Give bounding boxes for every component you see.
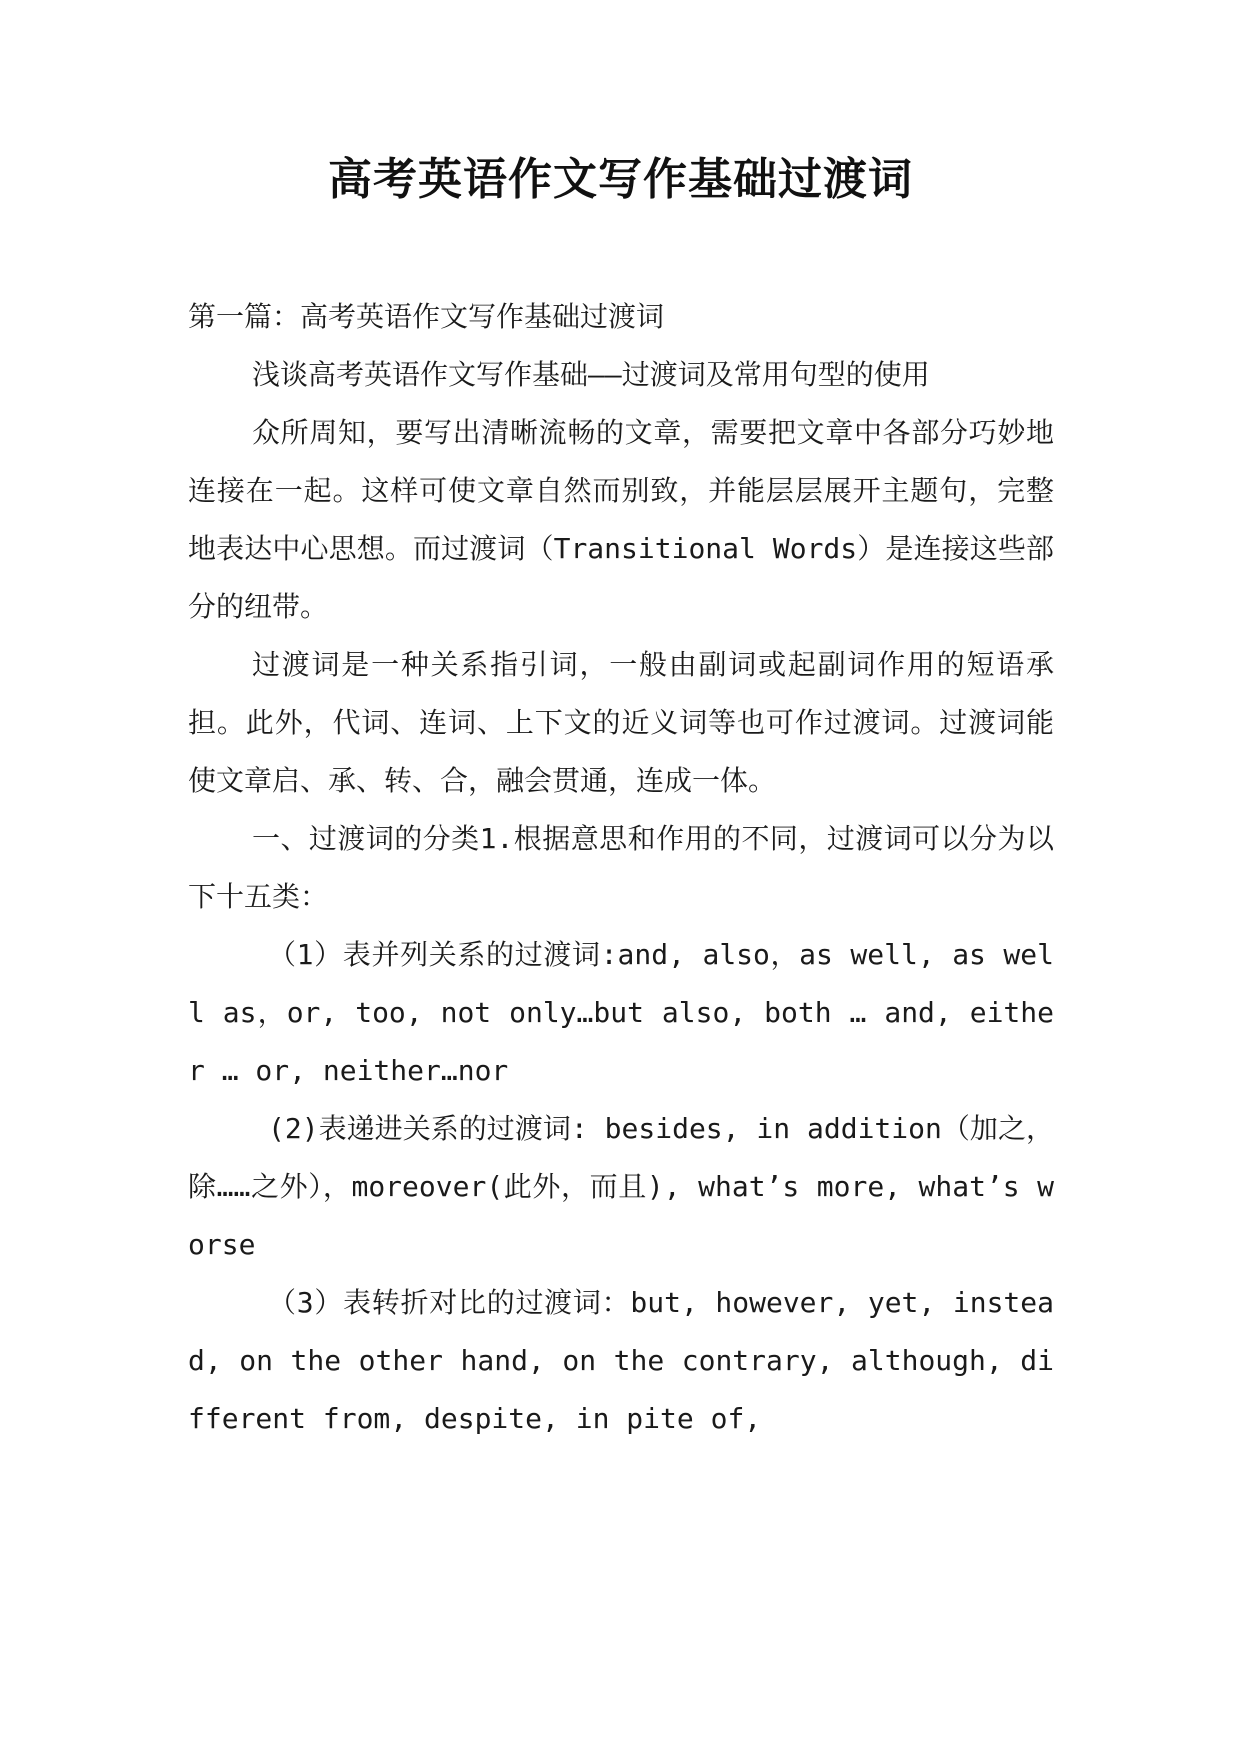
paragraph: 浅谈高考英语作文写作基础——过渡词及常用句型的使用 [252, 358, 930, 391]
section-heading: 第一篇：高考英语作文写作基础过渡词 [188, 300, 665, 333]
list-item: （3）表转折对比的过渡词：but, however, yet, instead, on the other hand, on the contrary, although, different from, despite, in pite of, [188, 1286, 1054, 1435]
paragraph: 众所周知，要写出清晰流畅的文章，需要把文章中各部分巧妙地连接在一起。这样可使文章自然而别致，并能层层展开主题句，完整地表达中心思想。而过渡词（Transitional Words）是连接这些部分的纽带。 [188, 416, 1054, 623]
paragraph: 一、过渡词的分类1.根据意思和作用的不同，过渡词可以分为以下十五类： [188, 822, 1054, 913]
paragraph: 过渡词是一种关系指引词，一般由副词或起副词作用的短语承担。此外，代词、连词、上下文的近义词等也可作过渡词。过渡词能使文章启、承、转、合，融会贯通，连成一体。 [188, 648, 1054, 797]
document-title: 高考英语作文写作基础过渡词 [328, 154, 913, 205]
list-item: (2)表递进关系的过渡词: besides, in addition（加之，除……之外），moreover(此外，而且), what’s more, what’s worse [188, 1112, 1054, 1261]
list-item: （1）表并列关系的过渡词:and, also，as well, as well as，or, too, not only…but also, both … and, either … or, neither…nor [188, 938, 1054, 1087]
document-body [188, 288, 1054, 1448]
